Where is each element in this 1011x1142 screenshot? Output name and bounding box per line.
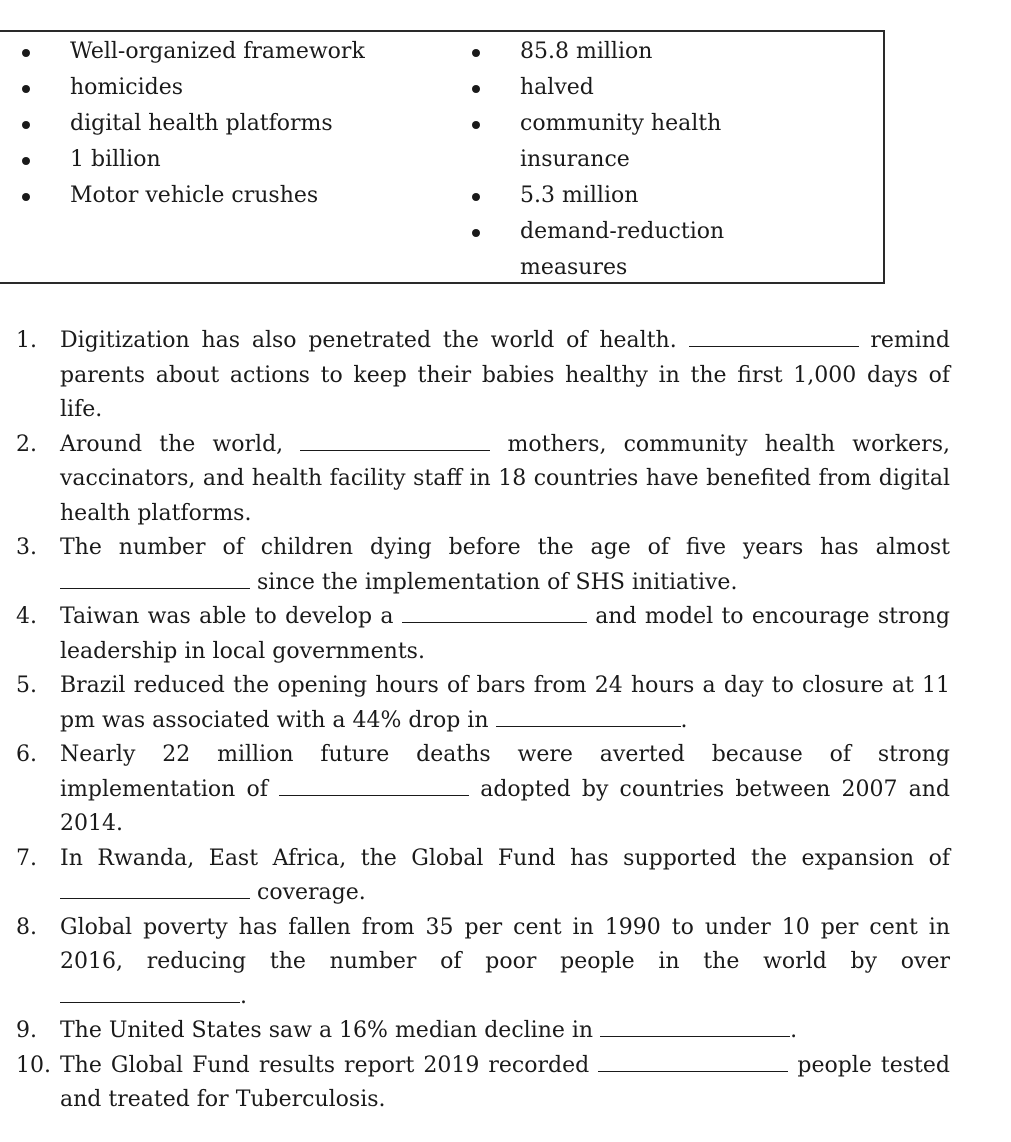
answer-blank[interactable]: [689, 326, 859, 347]
question-item: 8. Global poverty has fallen from 35 per cent in 1990 to under 10 per cent in 2016, reducing the number of poor people in the world by over .: [16, 914, 950, 1009]
question-item: 5. Brazil reduced the opening hours of bars from 24 hours a day to closure at 11 pm was associated with a 44% drop in .: [16, 673, 950, 733]
bullet-icon: [22, 49, 30, 57]
bullet-icon: [22, 157, 30, 165]
bullet-icon: [22, 193, 30, 201]
question-item: 6. Nearly 22 million future deaths were averted because of strong implementation of adopted by countries between 2007 and 2014.: [16, 742, 950, 836]
bullet-icon: [472, 121, 480, 129]
answer-blank[interactable]: [496, 706, 681, 727]
bullet-icon: [472, 193, 480, 201]
answer-blank[interactable]: [60, 982, 240, 1003]
question-item: 9. The United States saw a 16% median decline in .: [16, 1018, 798, 1043]
bullet-icon: [22, 121, 30, 129]
question-item: 3. The number of children dying before the age of five years has almost since the implementation of SHS initiative.: [16, 535, 950, 595]
question-item: 4. Taiwan was able to develop a and model to encourage strong leadership in local governments.: [16, 604, 951, 664]
answer-blank[interactable]: [279, 775, 469, 796]
bullet-icon: [472, 49, 480, 57]
question-item: 2. Around the world, mothers, community health workers, vaccinators, and health facility staff in 18 countries have benefited from digital health platforms.: [16, 431, 950, 526]
question-item: 10. The Global Fund results report 2019 recorded people tested and treated for Tuberculosis.: [16, 1052, 951, 1112]
question-list: [16, 324, 950, 1118]
question-item: 7. In Rwanda, East Africa, the Global Fund has supported the expansion of coverage.: [16, 845, 950, 905]
answer-blank[interactable]: [600, 1016, 790, 1037]
word-bank-box: Well-organized framework homicides digital health platforms 1 billion Motor vehicle crushes 85.8 million halved community health insurance 5.3 million demand-reduction measures: [0, 30, 885, 284]
bullet-icon: [22, 85, 30, 93]
answer-blank[interactable]: [300, 430, 490, 451]
bullet-icon: [472, 229, 480, 237]
bullet-icon: [472, 85, 480, 93]
answer-blank[interactable]: [60, 568, 250, 589]
answer-blank[interactable]: [60, 878, 250, 899]
answer-blank[interactable]: [598, 1051, 788, 1072]
answer-blank[interactable]: [402, 602, 587, 623]
question-item: 1. Digitization has also penetrated the world of health. remind parents about actions to keep their babies healthy in the first 1,000 days of life.: [16, 328, 951, 422]
